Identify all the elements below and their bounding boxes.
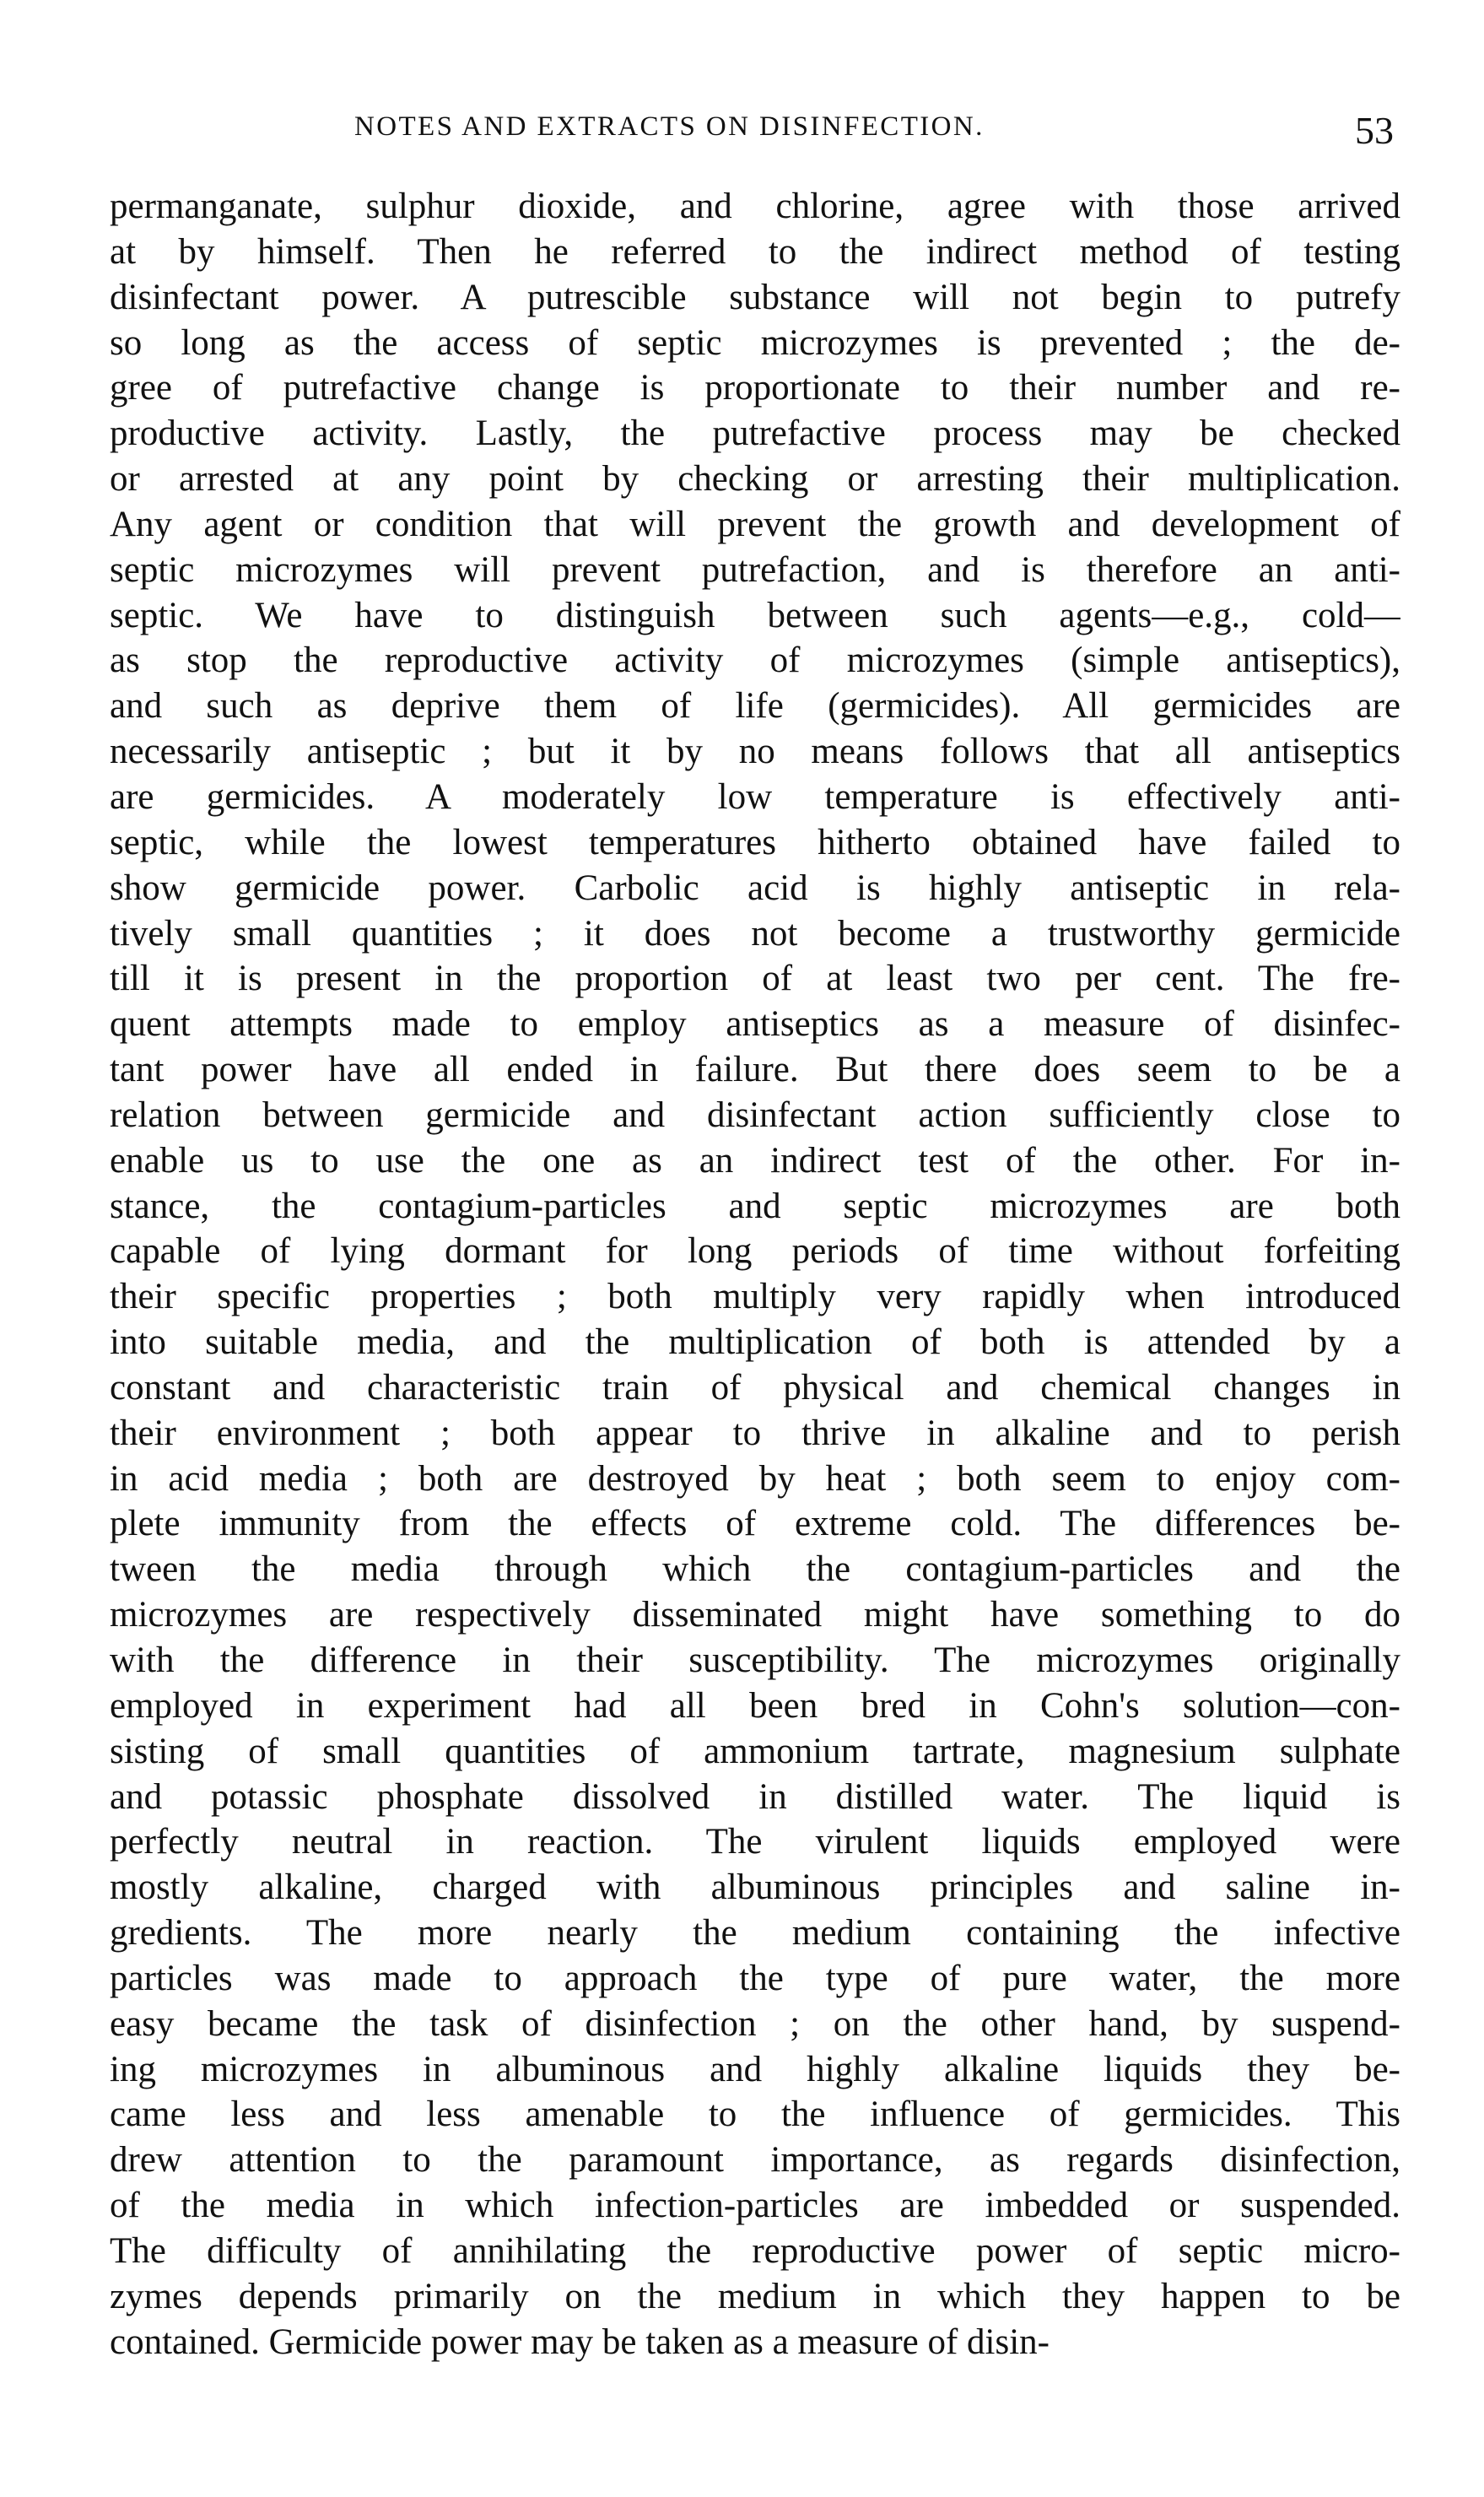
text-line: The difficulty of annihilating the reproductive power of septic micro- <box>110 2230 1400 2271</box>
text-line: easy became the task of disinfection ; on the other hand, by suspend- <box>110 2003 1400 2044</box>
text-line: till it is present in the proportion of at least two per cent. The fre- <box>110 959 1400 999</box>
text-line: tween the media through which the contagium-particles and the <box>110 1549 1400 1590</box>
text-line: septic, while the lowest temperatures hitherto obtained have failed to <box>110 822 1400 862</box>
text-line: septic microzymes will prevent putrefaction, and is therefore an anti- <box>110 549 1400 590</box>
text-line: into suitable media, and the multiplication of both is attended by a <box>110 1322 1400 1363</box>
text-line: stance, the contagium-particles and septic microzymes are both <box>110 1186 1400 1226</box>
text-line: perfectly neutral in reaction. The virulent liquids employed were <box>110 1822 1400 1862</box>
text-line: or arrested at any point by checking or arresting their multiplication. <box>110 459 1400 500</box>
text-line: at by himself. Then he referred to the indirect method of testing <box>110 231 1400 272</box>
text-line: microzymes are respectively disseminated might have something to do <box>110 1595 1400 1635</box>
text-line: of the media in which infection-particles are imbedded or suspended. <box>110 2186 1400 2226</box>
text-line: show germicide power. Carbolic acid is highly antiseptic in rela- <box>110 867 1400 908</box>
text-line: enable us to use the one as an indirect test of the other. For in- <box>110 1140 1400 1181</box>
text-line: as stop the reproductive activity of microzymes (simple antiseptics), <box>110 640 1400 681</box>
text-line: so long as the access of septic microzymes is prevented ; the de- <box>110 322 1400 363</box>
text-line: relation between germicide and disinfectant action sufficiently close to <box>110 1094 1400 1135</box>
text-line: disinfectant power. A putrescible substance will not begin to putrefy <box>110 277 1400 317</box>
text-line: capable of lying dormant for long periods of time without forfeiting <box>110 1231 1400 1272</box>
text-line: mostly alkaline, charged with albuminous principles and saline in- <box>110 1867 1400 1908</box>
text-line: tant power have all ended in failure. But there does seem to be a <box>110 1050 1400 1090</box>
text-line: productive activity. Lastly, the putrefactive process may be checked <box>110 413 1400 454</box>
text-line: with the difference in their susceptibility. The microzymes originally <box>110 1640 1400 1680</box>
text-line: in acid media ; both are destroyed by heat ; both seem to enjoy com- <box>110 1458 1400 1499</box>
text-line: contained. Germicide power may be taken as a measure of disin- <box>110 2321 1050 2362</box>
text-line: necessarily antiseptic ; but it by no means follows that all antiseptics <box>110 732 1400 772</box>
text-line: zymes depends primarily on the medium in which they happen to be <box>110 2276 1400 2316</box>
text-line: ing microzymes in albuminous and highly alkaline liquids they be- <box>110 2049 1400 2089</box>
running-title: NOTES AND EXTRACTS ON DISINFECTION. <box>354 111 985 142</box>
text-line: came less and less amenable to the influence of germicides. This <box>110 2094 1400 2135</box>
text-line: sisting of small quantities of ammonium tartrate, magnesium sulphate <box>110 1731 1400 1771</box>
text-line: are germicides. A moderately low temperature is effectively anti- <box>110 776 1400 817</box>
text-line: septic. We have to distinguish between such agents—e.g., cold— <box>110 595 1400 635</box>
text-line: employed in experiment had all been bred in Cohn's solution—con- <box>110 1685 1400 1726</box>
text-line: drew attention to the paramount importance, as regards disinfection, <box>110 2140 1400 2181</box>
running-head <box>110 108 1400 159</box>
text-line: tively small quantities ; it does not become a trustworthy germicide <box>110 913 1400 954</box>
text-line: their environment ; both appear to thrive in alkaline and to perish <box>110 1413 1400 1453</box>
text-line: Any agent or condition that will prevent the growth and development of <box>110 504 1400 544</box>
text-line: gredients. The more nearly the medium containing the infective <box>110 1913 1400 1954</box>
text-line: their specific properties ; both multiply very rapidly when introduced <box>110 1277 1400 1317</box>
text-line: and potassic phosphate dissolved in distilled water. The liquid is <box>110 1776 1400 1817</box>
text-line: permanganate, sulphur dioxide, and chlorine, agree with those arrived <box>110 186 1400 226</box>
body-text <box>110 184 1400 2365</box>
text-line: particles was made to approach the type of pure water, the more <box>110 1958 1400 1998</box>
text-line: constant and characteristic train of physical and chemical changes in <box>110 1367 1400 1408</box>
text-line: quent attempts made to employ antiseptics as a measure of disinfec- <box>110 1004 1400 1045</box>
text-line: and such as deprive them of life (germicides). All germicides are <box>110 686 1400 727</box>
text-line: plete immunity from the effects of extreme cold. The differences be- <box>110 1504 1400 1544</box>
text-line: gree of putrefactive change is proportionate to their number and re- <box>110 368 1400 408</box>
page-number: 53 <box>1355 109 1394 152</box>
